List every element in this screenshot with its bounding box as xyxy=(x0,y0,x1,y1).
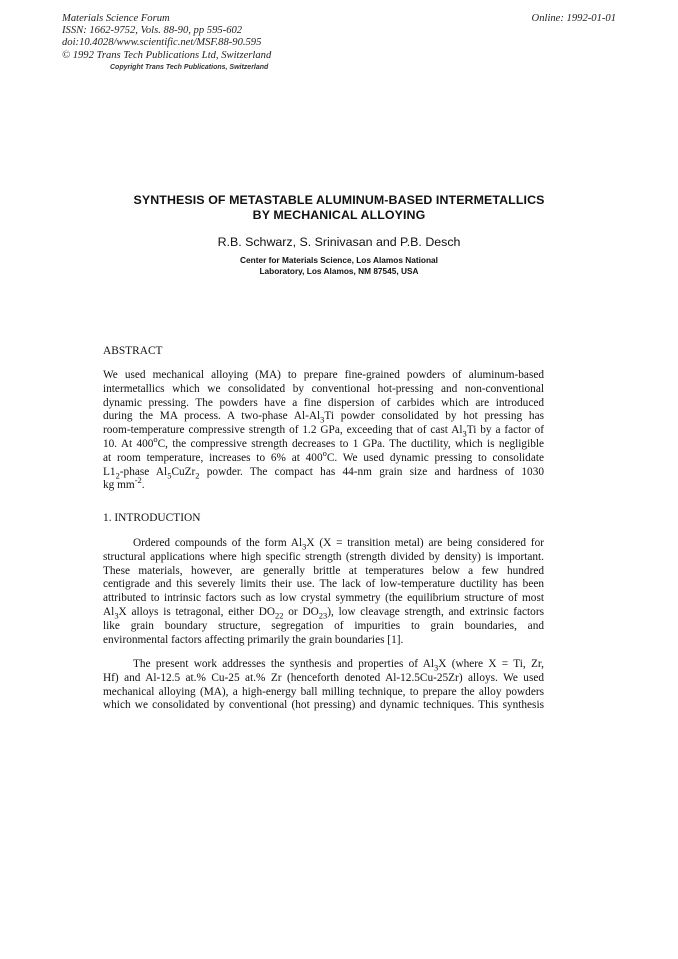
copyright-stamp: Copyright Trans Tech Publications, Switzerland xyxy=(110,64,269,71)
title-line-2: BY MECHANICAL ALLOYING xyxy=(252,208,426,222)
title-line-1: SYNTHESIS OF METASTABLE ALUMINUM-BASED INTERMETALLICS xyxy=(133,193,545,207)
journal-header xyxy=(62,13,271,62)
affiliation-line-1: Center for Materials Science, Los Alamos National xyxy=(240,255,438,265)
abstract-body xyxy=(103,369,544,493)
journal-name: Materials Science Forum xyxy=(62,13,170,24)
paragraph-line: structural applications where high specific strength (strength divided by density) is important. xyxy=(103,550,544,563)
abstract-line: 10. At 400$^o$C, the compressive strength decreases to 1 GPa. The ductility, which is negligible xyxy=(103,434,545,450)
paragraph-line: Ordered compounds of the form $Al_3X$ (X = transition metal) are being considered for xyxy=(133,537,544,552)
paragraph-line: environmental factors affecting primarily the grain boundaries [1]. xyxy=(103,633,404,646)
abstract-line: dynamic pressing. The powders have a fine dispersion of carbides which are introduced xyxy=(103,396,544,409)
introduction-paragraph-2 xyxy=(103,658,544,713)
paper-title xyxy=(0,193,678,223)
publisher-line: © 1992 Trans Tech Publications Ltd, Switzerland xyxy=(62,49,272,61)
online-date: Online: 1992-01-01 xyxy=(531,13,616,24)
affiliation xyxy=(0,255,678,277)
paragraph-line: which we consolidated by conventional (hot pressing) and dynamic techniques. This synthesis xyxy=(103,699,544,712)
doi-line: doi:10.4028/www.scientific.net/MSF.88-90.595 xyxy=(62,37,262,49)
abstract-line: $L1_2$-phase $Al_5CuZr_2$ powder. The compact has 44-nm grain size and hardness of 1030 xyxy=(103,465,544,480)
abstract-line: during the MA process. A two-phase $Al-Al_3Ti$ powder consolidated by hot pressing has xyxy=(103,410,544,425)
authors: R.B. Schwarz, S. Srinivasan and P.B. Desch xyxy=(217,235,461,249)
issn-line: ISSN: 1662-9752, Vols. 88-90, pp 595-602 xyxy=(62,25,243,37)
abstract-line: at room temperature, increases to 6% at 400$^o$C. We used dynamic pressing to consolidate xyxy=(103,448,544,464)
abstract-line: We used mechanical alloying (MA) to prepare fine-grained powders of aluminum-based xyxy=(103,369,544,381)
introduction-paragraph-1 xyxy=(103,537,544,647)
paragraph-line: These materials, however, are generally brittle at temperatures below a few hundred xyxy=(103,564,544,577)
abstract-line: room-temperature compressive strength of 1.2 GPa, exceeding that of cast $Al_3Ti$ by a factor of xyxy=(103,424,544,439)
paragraph-line: mechanical alloying (MA), a high-energy ball milling technique, to prepare the alloy powders xyxy=(103,685,544,698)
paragraph-line: Hf) and Al-12.5 at.% Cu-25 at.% Zr (henceforth denoted Al-12.5Cu-25Zr) alloys. We used xyxy=(103,671,544,684)
abstract-line: intermetallics which we consolidated by conventional hot-pressing and non-conventional xyxy=(103,382,544,395)
affiliation-line-2: Laboratory, Los Alamos, NM 87545, USA xyxy=(259,266,419,277)
introduction-heading: 1. INTRODUCTION xyxy=(103,512,201,524)
paragraph-line: The present work addresses the synthesis and properties of $Al_3X$ (where X = Ti, Zr, xyxy=(133,658,544,673)
paragraph-line: like grain boundary structure, segregation of impurities to grain boundaries, and xyxy=(103,619,544,632)
paragraph-line: centigrade and this severely limits their use. The lack of low-temperature ductility has been xyxy=(103,578,544,591)
paragraph-line: attributed to intrinsic factors such as low crystal symmetry (the equilibrium structure of most xyxy=(103,592,544,605)
abstract-heading: ABSTRACT xyxy=(103,345,163,357)
abstract-line: kg $mm^{-2}$. xyxy=(103,475,145,492)
paragraph-line: $Al_3X$ alloys is tetragonal, either $DO_{22}$ or $DO_{23}$), low cleavage strength, and extrinsic factors xyxy=(103,605,544,621)
